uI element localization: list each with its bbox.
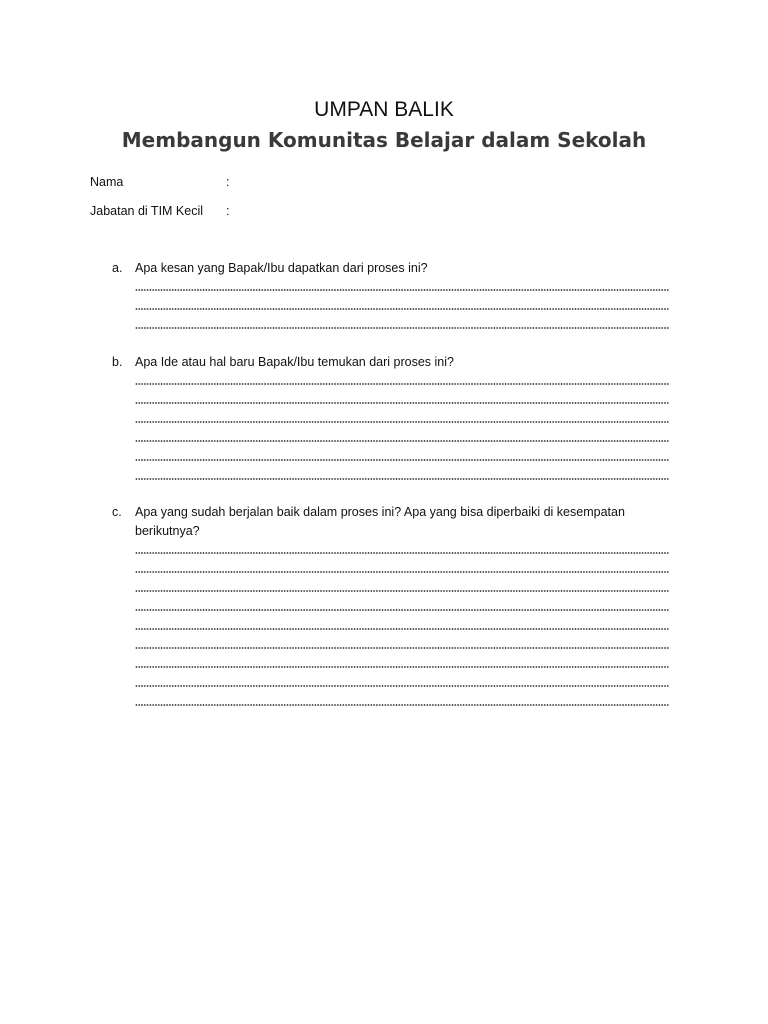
answer-line[interactable] [135, 703, 669, 707]
answer-line[interactable] [135, 589, 669, 593]
answer-line[interactable] [135, 420, 669, 424]
question-letter: b. [112, 355, 123, 369]
answer-line[interactable] [135, 570, 669, 574]
question-text: Apa yang sudah berjalan baik dalam proses ini? Apa yang bisa diperbaiki di kesempatan berikutnya? [135, 505, 625, 538]
field-label: Nama [90, 175, 124, 189]
answer-line[interactable] [135, 608, 669, 612]
field-separator: : [226, 175, 230, 189]
document-subtitle: Membangun Komunitas Belajar dalam Sekolah [121, 128, 647, 152]
answer-line[interactable] [135, 307, 669, 311]
document-title: UMPAN BALIK [314, 98, 454, 121]
field-jabatan [90, 203, 229, 219]
answer-line[interactable] [135, 439, 669, 443]
answer-line[interactable] [135, 684, 669, 688]
question-letter: c. [112, 505, 122, 519]
answer-line[interactable] [135, 551, 669, 555]
field-separator: : [226, 204, 230, 218]
answer-line[interactable] [135, 627, 669, 631]
field-label: Jabatan di TIM Kecil [90, 204, 204, 218]
answer-line[interactable] [135, 288, 669, 292]
answer-line[interactable] [135, 326, 669, 330]
question-text: Apa Ide atau hal baru Bapak/Ibu temukan dari proses ini? [135, 355, 454, 369]
field-nama [90, 174, 229, 190]
question-letter: a. [112, 261, 123, 275]
answer-line[interactable] [135, 646, 669, 650]
answer-line[interactable] [135, 665, 669, 669]
answer-line[interactable] [135, 401, 669, 405]
answer-line[interactable] [135, 458, 669, 462]
answer-line[interactable] [135, 382, 669, 386]
answer-line[interactable] [135, 477, 669, 481]
question-text: Apa kesan yang Bapak/Ibu dapatkan dari proses ini? [135, 261, 428, 275]
